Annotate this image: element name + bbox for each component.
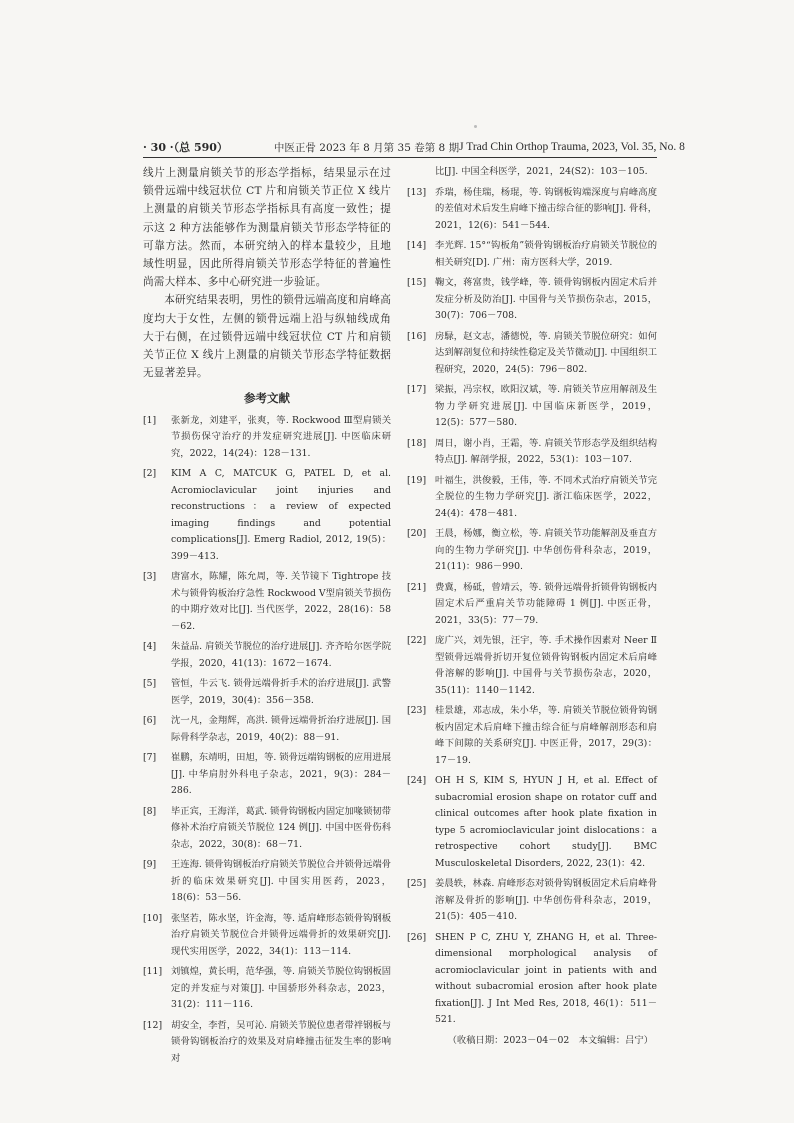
reference-text: 李光辉. 15°“钩板角”锁骨钩钢板治疗肩锁关节脱位的相关研究[D]. 广州：南方医科大学，2019. <box>435 240 657 268</box>
received-date-note: （收稿日期：2023－04－02 本文编辑：吕宁） <box>447 1034 653 1046</box>
reference-number: [7] <box>143 752 157 764</box>
reference-number: [8] <box>143 805 157 817</box>
reference-number: [2] <box>143 468 157 480</box>
reference-text: 毕正宾，王海洋，葛武. 锁骨钩钢板内固定加喙锁韧带修补术治疗肩锁关节脱位 124 例[J]. 中国中医骨伤科杂志，2022，30(8)：68－71. <box>171 805 391 850</box>
reference-text: 沈一凡，金翔辉，高洪. 锁骨远端骨折治疗进展[J]. 国际骨科学杂志，2019，40(2)：88－91. <box>171 715 391 743</box>
reference-text: 王晨，杨娜，衡立松，等. 肩锁关节功能解剖及垂直方向的生物力学研究[J]. 中华创伤骨科杂志，2019，21(11)：986－990. <box>435 528 657 572</box>
journal-title-cn: 中医正骨 2023 年 8 月第 35 卷第 8 期 <box>273 141 460 154</box>
page-number: · 30 ·（总 590） <box>143 141 228 154</box>
reference-text: 朱益品. 肩锁关节脱位的治疗进展[J]. 齐齐哈尔医学院学报，2020，41(13)：1672－1674. <box>171 641 391 669</box>
reference-text: 管恒，牛云飞. 锁骨远端骨折手术的治疗进展[J]. 武警医学，2019，30(4)：356－358. <box>171 678 391 706</box>
reference-number: [4] <box>143 641 157 653</box>
reference-text: 庞广兴，刘先银，汪宇，等. 手术操作因素对 Neer Ⅱ型锁骨远端骨折切开复位锁骨钩钢板内固定术后肩峰骨溶解的影响[J]. 中国骨与关节损伤杂志，2020，35(11)：1140－1142. <box>435 635 657 696</box>
reference-text: KIM A C, MATCUK G, PATEL D, et al. Acromioclavicular joint injuries and reconstructions：a review of expected imaging findings and potential complications[J]. Emerg Radiol, 2012, 19(5)：399－413. <box>171 468 391 562</box>
reference-item <box>407 329 657 379</box>
reference-number: [19] <box>407 474 427 486</box>
reference-item <box>143 676 391 709</box>
reference-item <box>407 185 657 235</box>
reference-text: OH H S, KIM S, HYUN J H, et al. Effect of subacromial erosion shape on rotator cuff and clinical outcomes after hook plate fixation in type 5 acromioclavicular joint dislocations：a retrospective cohort study[J]. BMC Musculoskeletal Disorders, 2022, 23(1)：42. <box>435 775 657 869</box>
reference-item <box>143 466 391 565</box>
reference-list-left <box>143 413 391 1068</box>
reference-number: [11] <box>143 966 163 978</box>
reference-number: [10] <box>143 912 163 924</box>
reference-text: 崔鹏，东靖明，田旭，等. 锁骨远端钩钢板的应用进展[J]. 中华肩肘外科电子杂志，2021，9(3)：284－286. <box>171 752 391 797</box>
reference-text: 唐富水，陈耀，陈允周，等. 关节镜下 Tightrope 技术与锁骨钩板治疗急性 Rockwood Ⅴ型肩锁关节损伤的中期疗效对比[J]. 当代医学，2022，28(16)：58－62. <box>171 571 391 632</box>
reference-item <box>407 436 657 469</box>
reference-number: [18] <box>407 437 427 449</box>
reference-item <box>143 911 391 961</box>
left-column <box>143 164 391 1071</box>
journal-title-en: J Trad Chin Orthop Trauma, 2023, Vol. 35, No. 8 <box>459 141 685 153</box>
reference-text: 刘镇煌，黄长明，范华强，等. 肩锁关节脱位钩钢板固定的并发症与对策[J]. 中国骄形外科杂志，2023，31(2)：111－116. <box>171 966 391 1011</box>
reference-text: 周日，谢小肖，王霜，等. 肩锁关节形态学及组织结构特点[J]. 解剖学报，2022，53(1)：103－107. <box>435 437 657 465</box>
reference-number: [12] <box>143 1019 163 1031</box>
reference-item <box>407 633 657 699</box>
reference-text: 桂景雄，邓志成，朱小华，等. 肩锁关节脱位锁骨钩钢板内固定术后肩峰下撞击综合征与肩峰解剖形态和肩峰下间隙的关系研究[J]. 中医正骨，2017，29(3)：17－19. <box>435 705 657 766</box>
reference-number: [17] <box>407 384 427 395</box>
reference-number: [9] <box>143 859 157 871</box>
reference-number: [16] <box>407 330 427 342</box>
reference-item <box>407 580 657 630</box>
reference-item <box>407 382 657 432</box>
reference-item <box>407 930 657 1029</box>
reference-text: 胡安全，李哲，吴可沁. 肩锁关节脱位患者带袢钢板与锁骨钩钢板治疗的效果及对肩峰撞击征发生率的影响对 <box>171 1019 391 1064</box>
reference-item <box>143 857 391 907</box>
reference-number: [6] <box>143 715 157 727</box>
reference-item <box>143 1018 391 1068</box>
reference-item <box>407 473 657 523</box>
right-column <box>407 164 657 1049</box>
reference-list-right <box>407 185 657 1029</box>
reference-text: 费冀，杨砥，曾靖云，等. 锁骨远端骨折锁骨钩钢板内固定术后严重肩关节功能障碍 1 例[J]. 中医正骨，2021，33(5)：77－79. <box>435 581 657 626</box>
reference-item <box>407 275 657 325</box>
reference-number: [20] <box>407 528 427 539</box>
reference-text: 乔瑞，杨佳瑞，杨琨，等. 钩钢板钩端深度与肩峰高度的差值对术后发生肩峰下撞击综合征的影响[J]. 骨科，2021，12(6)：541－544. <box>435 186 657 231</box>
reference-item <box>143 750 391 800</box>
reference-text: 房騄，赵文志，潘德悦，等. 肩锁关节脱位研究：如何达到解剖复位和持续性稳定及关节微动[J]. 中国组织工程研究，2020，24(5)：796－802. <box>435 330 657 375</box>
reference-item <box>407 773 657 872</box>
reference-text: 张坚若，陈水坚，许金海，等. 适肩峰形态锁骨钩钢板治疗肩锁关节脱位合并锁骨远端骨折的效果研究[J]. 现代实用医学，2022，34(1)：113－114. <box>171 912 391 957</box>
reference-item <box>143 964 391 1014</box>
reference-number: [22] <box>407 635 427 646</box>
body-paragraph-2: 本研究结果表明，男性的锁骨远端高度和肩峰高度均大于女性，左侧的锁骨远端上沿与纵轴线成角大于右侧，在过锁骨远端中线冠状位 CT 片和肩锁关节正位 X 线片上测量的肩锁关节形态学特征数据无显著差异。 <box>143 294 391 380</box>
reference-number: [25] <box>407 878 427 889</box>
reference-number: [13] <box>407 186 427 198</box>
reference-number: [14] <box>407 240 427 251</box>
reference-text: 叶福生，洪俊毅，王伟，等. 不同术式治疗肩锁关节完全脱位的生物力学研究[J]. 浙江临床医学，2022，24(4)：478－481. <box>435 474 657 519</box>
reference-text: 张新龙，刘建平，张爽，等. Rockwood Ⅲ型肩锁关节损伤保守治疗的并发症研究进展[J]. 中医临床研究，2022，14(24)：128－131. <box>171 414 391 459</box>
scan-speck <box>474 125 477 128</box>
reference-text: 鞠文，蒋富贵，钱学峰，等. 锁骨钩钢板内固定术后并发症分析及防治[J]. 中国骨与关节损伤杂志，2015，30(7)：706－708. <box>435 277 657 321</box>
reference-number: [23] <box>407 705 427 716</box>
header-rule <box>143 157 657 158</box>
reference-number: [26] <box>407 931 427 943</box>
body-paragraph-1: 线片上测量肩锁关节的形态学指标，结果显示在过锁骨远端中线冠状位 CT 片和肩锁关节正位 X 线片上测量的肩锁关节形态学指标具有高度一致性；提示这 2 种方法能够作为测量肩锁关节形态学特征的可靠方法。然而，本研究纳入的样本量较少，且地域性明显，因此所得肩锁关节形态学特征的普遍性尚需大样本、多中心研究进一步验证。 <box>143 167 391 289</box>
reference-text: 梁振，冯宗权，欧阳汉斌，等. 肩锁关节应用解剖及生物力学研究进展[J]. 中国临床新医学，2019，12(5)：577－580. <box>435 384 657 428</box>
reference-number: [3] <box>143 571 157 583</box>
running-header <box>143 138 685 156</box>
reference-item <box>407 703 657 769</box>
reference-number: [5] <box>143 678 157 690</box>
reference-item <box>143 804 391 854</box>
reference-number: [1] <box>143 414 157 426</box>
reference-item <box>143 639 391 672</box>
reference-text: SHEN P C, ZHU Y, ZHANG H, et al. Three-dimensional morphological analysis of acromioclavicular joint in patients with and without subacromial erosion after hook plate fixation[J]. J Int Med Res, 2018, 46(1)：511－521. <box>435 931 657 1025</box>
reference-item <box>143 713 391 746</box>
reference-number: [15] <box>407 277 427 288</box>
reference-text: 王连海. 锁骨钩钢板治疗肩锁关节脱位合并锁骨远端骨折的临床效果研究[J]. 中国实用医药，2023，18(6)：53－56. <box>171 859 391 904</box>
reference-item <box>407 526 657 576</box>
references-title: 参考文献 <box>244 391 290 406</box>
reference-text: 姜晨轶，林森. 肩峰形态对锁骨钩钢板固定术后肩峰骨溶解及骨折的影响[J]. 中华创伤骨科杂志，2019，21(5)：405－410. <box>435 878 657 922</box>
reference-12-continuation: 比[J]. 中国全科医学，2021，24(S2)：103－105. <box>435 166 648 177</box>
reference-item <box>143 413 391 463</box>
reference-item <box>143 569 391 635</box>
reference-item <box>407 876 657 926</box>
reference-number: [21] <box>407 581 427 593</box>
reference-number: [24] <box>407 775 427 786</box>
reference-item <box>407 238 657 271</box>
